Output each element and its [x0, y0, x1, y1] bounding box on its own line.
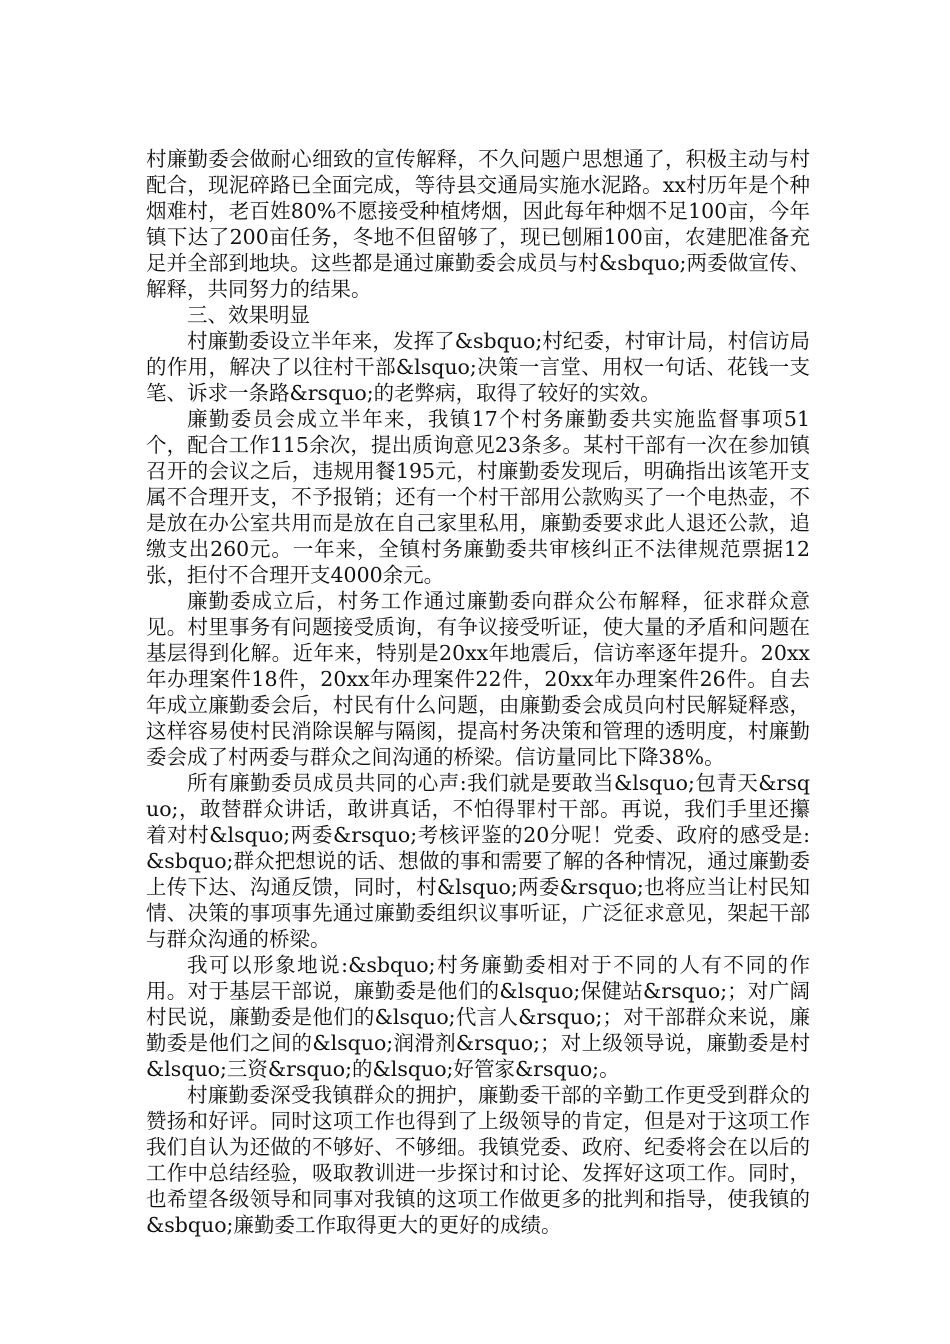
paragraph-petition: 廉勤委成立后，村务工作通过廉勤委向群众公布解释，征求群众意见。村里事务有问题接受质询，有争议接受听证，使大量的矛盾和问题在基层得到化解。近年来，特别是20xx年地震后，信访率逐年提升。20xx年办理案件18件，20xx年办理案件22件，20xx年办理案件26件。自去年成立廉勤委会后，村民有什么问题，由廉勤委会成员向村民解疑释惑，这样容易使村民消除误解与隔阂，提高村务决策和管理的透明度，村廉勤委会成了村两委与群众之间沟通的桥梁。信访量同比下降38%。: [146, 589, 810, 769]
paragraph-conclusion: 村廉勤委深受我镇群众的拥护，廉勤委干部的辛勤工作更受到群众的赞扬和好评。同时这项工作也得到了上级领导的肯定，但是对于这项工作我们自认为还做的不够好、不够细。我镇党委、政府、纪委将会在以后的工作中总结经验，吸取教训进一步探讨和讨论、发挥好这项工作。同时，也希望各级领导和同事对我镇的这项工作做更多的批判和指导，使我镇的&sbquo;廉勤委工作取得更大的更好的成绩。: [146, 1083, 810, 1237]
paragraph-voice: 所有廉勤委员成员共同的心声:我们就是要敢当&lsquo;包青天&rsquo;，敢替群众讲话，敢讲真话，不怕得罪村干部。再说，我们手里还攥着对村&lsquo;两委&rsquo;考核评鉴的20分呢！党委、政府的感受是:&sbquo;群众把想说的话、想做的事和需要了解的各种情况，通过廉勤委上传下达、沟通反馈，同时，村&lsquo;两委&rsquo;也将应当让村民知情、决策的事项事先通过廉勤委组织议事听证，广泛征求意见，架起干部与群众沟通的桥梁。: [146, 771, 810, 951]
document-body: [146, 146, 810, 1238]
paragraph-intro: 村廉勤委会做耐心细致的宣传解释，不久问题户思想通了，积极主动与村配合，现泥碎路已全面完成，等待县交通局实施水泥路。xx村历年是个种烟难村，老百姓80%不愿接受种植烤烟，因此每年种烟不足100亩，今年镇下达了200亩任务，冬地不但留够了，现已刨厢100亩，农建肥准备充足并全部到地块。这些都是通过廉勤委会成员与村&sbquo;两委做宣传、解释，共同努力的结果。: [146, 147, 810, 301]
paragraph-effect: 村廉勤委设立半年来，发挥了&sbquo;村纪委，村审计局，村信访局的作用，解决了以往村干部&lsquo;决策一言堂、用权一句话、花钱一支笔、诉求一条路&rsquo;的老弊病，取得了较好的实效。: [146, 329, 810, 405]
section-heading: 三、效果明显: [187, 303, 310, 327]
paragraph-role: 我可以形象地说:&sbquo;村务廉勤委相对于不同的人有不同的作用。对于基层干部说，廉勤委是他们的&lsquo;保健站&rsquo;；对广阔村民说，廉勤委是他们的&lsquo;代言人&rsquo;；对干部群众来说，廉勤委是他们之间的&lsquo;润滑剂&rsquo;；对上级领导说，廉勤委是村&lsquo;三资&rsquo;的&lsquo;好管家&rsquo;。: [146, 953, 810, 1081]
paragraph-supervision: 廉勤委员会成立半年来，我镇17个村务廉勤委共实施监督事项51个，配合工作115余次，提出质询意见23条多。某村干部有一次在参加镇召开的会议之后，违规用餐195元，村廉勤委发现后，明确指出该笔开支属不合理开支，不予报销；还有一个村干部用公款购买了一个电热壶，不是放在办公室共用而是放在自己家里私用，廉勤委要求此人退还公款，追缴支出260元。一年来，全镇村务廉勤委共审核纠正不法律规范票据12张，拒付不合理开支4000余元。: [146, 407, 810, 587]
